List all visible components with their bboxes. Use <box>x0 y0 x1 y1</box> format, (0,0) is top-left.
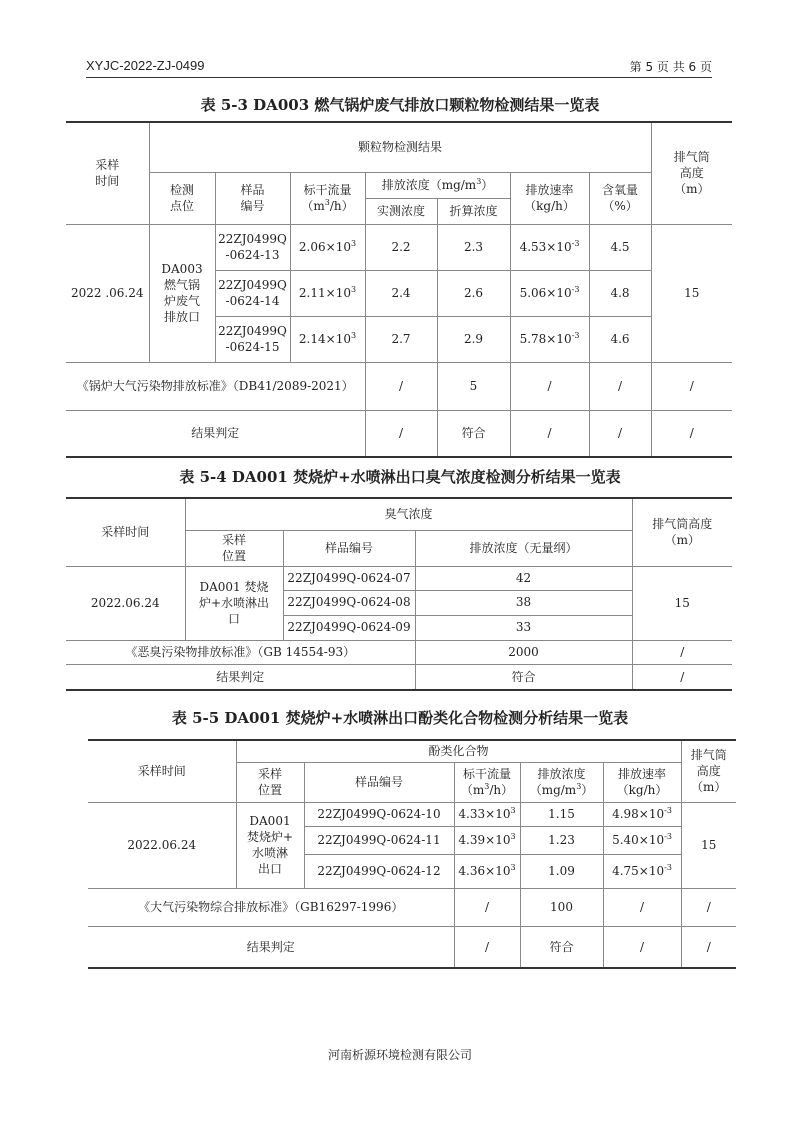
t2-sample: 22ZJ0499Q-0624-07 <box>283 566 415 590</box>
t2-header-position: 采样 位置 <box>185 530 283 566</box>
t1-standard-height: / <box>651 362 732 410</box>
table-row <box>66 664 732 690</box>
t3-standard-label: 《大气污染物综合排放标准》（GB16297-1996） <box>88 888 454 926</box>
t3-date: 2022.06.24 <box>88 802 236 888</box>
t3-rate: $5.40\times 10^{-3}$ <box>603 826 681 854</box>
t1-point: DA003 燃气锅 炉废气 排放口 <box>149 224 215 362</box>
t3-position: DA001 焚烧炉+ 水喷淋 出口 <box>236 802 304 888</box>
t2-header-height: 排气筒高度 （m） <box>632 498 732 566</box>
t3-header-sample: 样品编号 <box>304 762 454 802</box>
table-5-4 <box>66 497 732 691</box>
t2-judge-height: / <box>632 664 732 690</box>
t1-rate: $5.06\times 10^{-3}$ <box>510 270 589 316</box>
t3-standard-flow: / <box>454 888 520 926</box>
t3-sample: 22ZJ0499Q-0624-10 <box>304 802 454 826</box>
t3-standard-rate: / <box>603 888 681 926</box>
t2-standard-height: / <box>632 640 732 664</box>
t3-header-flow: 标干流量 $(m^3/h)$ <box>454 762 520 802</box>
t1-sample: 22ZJ0499Q -0624-14 <box>215 270 290 316</box>
t1-standard-o2: / <box>589 362 651 410</box>
t3-header-height: 排气筒 高度 （m） <box>681 740 736 802</box>
table-5-3-title: 表 5-3 DA003 燃气锅炉废气排放口颗粒物检测结果一览表 <box>200 96 600 114</box>
t1-converted: 2.9 <box>437 316 510 362</box>
t3-conc: 1.09 <box>520 854 603 888</box>
t2-height: 15 <box>632 566 732 640</box>
t3-header-group: 酚类化合物 <box>236 740 681 762</box>
t1-standard-measured: / <box>365 362 437 410</box>
t1-measured: 2.4 <box>365 270 437 316</box>
t1-header-converted: 折算浓度 <box>437 198 510 224</box>
t1-measured: 2.2 <box>365 224 437 270</box>
t1-o2: 4.6 <box>589 316 651 362</box>
t1-judge-label: 结果判定 <box>66 410 365 457</box>
t3-judge-height: / <box>681 926 736 968</box>
t2-header-group: 臭气浓度 <box>185 498 632 530</box>
t3-judge-rate: / <box>603 926 681 968</box>
t1-o2: 4.8 <box>589 270 651 316</box>
t1-judge-rate: / <box>510 410 589 457</box>
t2-judge-label: 结果判定 <box>66 664 415 690</box>
t3-judge-flow: / <box>454 926 520 968</box>
t1-header-measured: 实测浓度 <box>365 198 437 224</box>
t1-sample: 22ZJ0499Q -0624-13 <box>215 224 290 270</box>
t3-sample: 22ZJ0499Q-0624-11 <box>304 826 454 854</box>
t3-conc: 1.23 <box>520 826 603 854</box>
table-row <box>66 566 732 590</box>
t3-header-conc: 排放浓度 $(mg/m^3)$ <box>520 762 603 802</box>
t3-conc: 1.15 <box>520 802 603 826</box>
t3-sample: 22ZJ0499Q-0624-12 <box>304 854 454 888</box>
report-number: XYJC-2022-ZJ-0499 <box>86 58 205 73</box>
t1-rate: $5.78\times 10^{-3}$ <box>510 316 589 362</box>
t1-judge-o2: / <box>589 410 651 457</box>
t1-converted: 2.6 <box>437 270 510 316</box>
t3-height: 15 <box>681 802 736 888</box>
table-row <box>88 926 736 968</box>
table-5-5-title: 表 5-5 DA001 焚烧炉+水喷淋出口酚类化合物检测分析结果一览表 <box>171 709 629 727</box>
t1-sample: 22ZJ0499Q -0624-15 <box>215 316 290 362</box>
table-5-4-title: 表 5-4 DA001 焚烧炉+水喷淋出口臭气浓度检测分析结果一览表 <box>179 468 621 486</box>
table-row <box>66 362 732 410</box>
page-indicator: 第 5 页 共 6 页 <box>629 60 712 74</box>
t1-header-height: 排气筒 高度 （m） <box>651 122 732 224</box>
t1-o2: 4.5 <box>589 224 651 270</box>
t1-header-flow: 标干流量 $(m^3/h)$ <box>290 172 365 224</box>
t1-judge-measured: / <box>365 410 437 457</box>
t3-judge-conc: 符合 <box>520 926 603 968</box>
t3-flow: $4.33\times 10^3$ <box>454 802 520 826</box>
table-row <box>88 888 736 926</box>
t3-flow: $4.39\times 10^3$ <box>454 826 520 854</box>
t1-header-time: 采样 时间 <box>66 122 149 224</box>
t1-height: 15 <box>651 224 732 362</box>
t2-sample: 22ZJ0499Q-0624-09 <box>283 615 415 640</box>
t3-rate: $4.75\times 10^{-3}$ <box>603 854 681 888</box>
t2-header-time: 采样时间 <box>66 498 185 566</box>
t1-header-rate: 排放速率 （kg/h） <box>510 172 589 224</box>
t2-conc: 38 <box>415 590 632 615</box>
t2-position: DA001 焚烧 炉+水喷淋出 口 <box>185 566 283 640</box>
t2-header-sample: 样品编号 <box>283 530 415 566</box>
company-footer: 河南析源环境检测有限公司 <box>327 1048 472 1062</box>
t1-header-conc: 排放浓度$(mg/m^3)$ <box>365 172 510 198</box>
t1-judge-height: / <box>651 410 732 457</box>
t2-header-conc: 排放浓度（无量纲） <box>415 530 632 566</box>
t2-conc: 33 <box>415 615 632 640</box>
t2-date: 2022.06.24 <box>66 566 185 640</box>
t3-judge-label: 结果判定 <box>88 926 454 968</box>
table-row <box>66 224 732 270</box>
t1-converted: 2.3 <box>437 224 510 270</box>
t2-judge-conc: 符合 <box>415 664 632 690</box>
t1-measured: 2.7 <box>365 316 437 362</box>
t3-header-rate: 排放速率 （kg/h） <box>603 762 681 802</box>
t1-rate: $4.53\times 10^{-3}$ <box>510 224 589 270</box>
t1-flow: $2.06\times 10^3$ <box>290 224 365 270</box>
t3-header-position: 采样 位置 <box>236 762 304 802</box>
table-row <box>66 640 732 664</box>
t1-header-group: 颗粒物检测结果 <box>149 122 651 172</box>
t1-flow: $2.11\times 10^3$ <box>290 270 365 316</box>
t1-standard-converted: 5 <box>437 362 510 410</box>
table-5-3 <box>66 121 732 458</box>
header-rule <box>86 77 712 78</box>
t1-header-sample: 样品 编号 <box>215 172 290 224</box>
t2-conc: 42 <box>415 566 632 590</box>
t3-rate: $4.98\times 10^{-3}$ <box>603 802 681 826</box>
table-5-5 <box>88 739 736 969</box>
t2-sample: 22ZJ0499Q-0624-08 <box>283 590 415 615</box>
t3-header-time: 采样时间 <box>88 740 236 802</box>
t2-standard-conc: 2000 <box>415 640 632 664</box>
t1-standard-rate: / <box>510 362 589 410</box>
t3-standard-conc: 100 <box>520 888 603 926</box>
t3-flow: $4.36\times 10^3$ <box>454 854 520 888</box>
t1-date: 2022 .06.24 <box>66 224 149 362</box>
t3-standard-height: / <box>681 888 736 926</box>
t1-header-o2: 含氧量 （%） <box>589 172 651 224</box>
t1-judge-converted: 符合 <box>437 410 510 457</box>
t2-standard-label: 《恶臭污染物排放标准》（GB 14554-93） <box>66 640 415 664</box>
table-row <box>88 802 736 826</box>
t1-header-point: 检测 点位 <box>149 172 215 224</box>
t1-standard-label: 《锅炉大气污染物排放标准》（DB41/2089-2021） <box>66 362 365 410</box>
table-row <box>66 410 732 457</box>
t1-flow: $2.14\times 10^3$ <box>290 316 365 362</box>
